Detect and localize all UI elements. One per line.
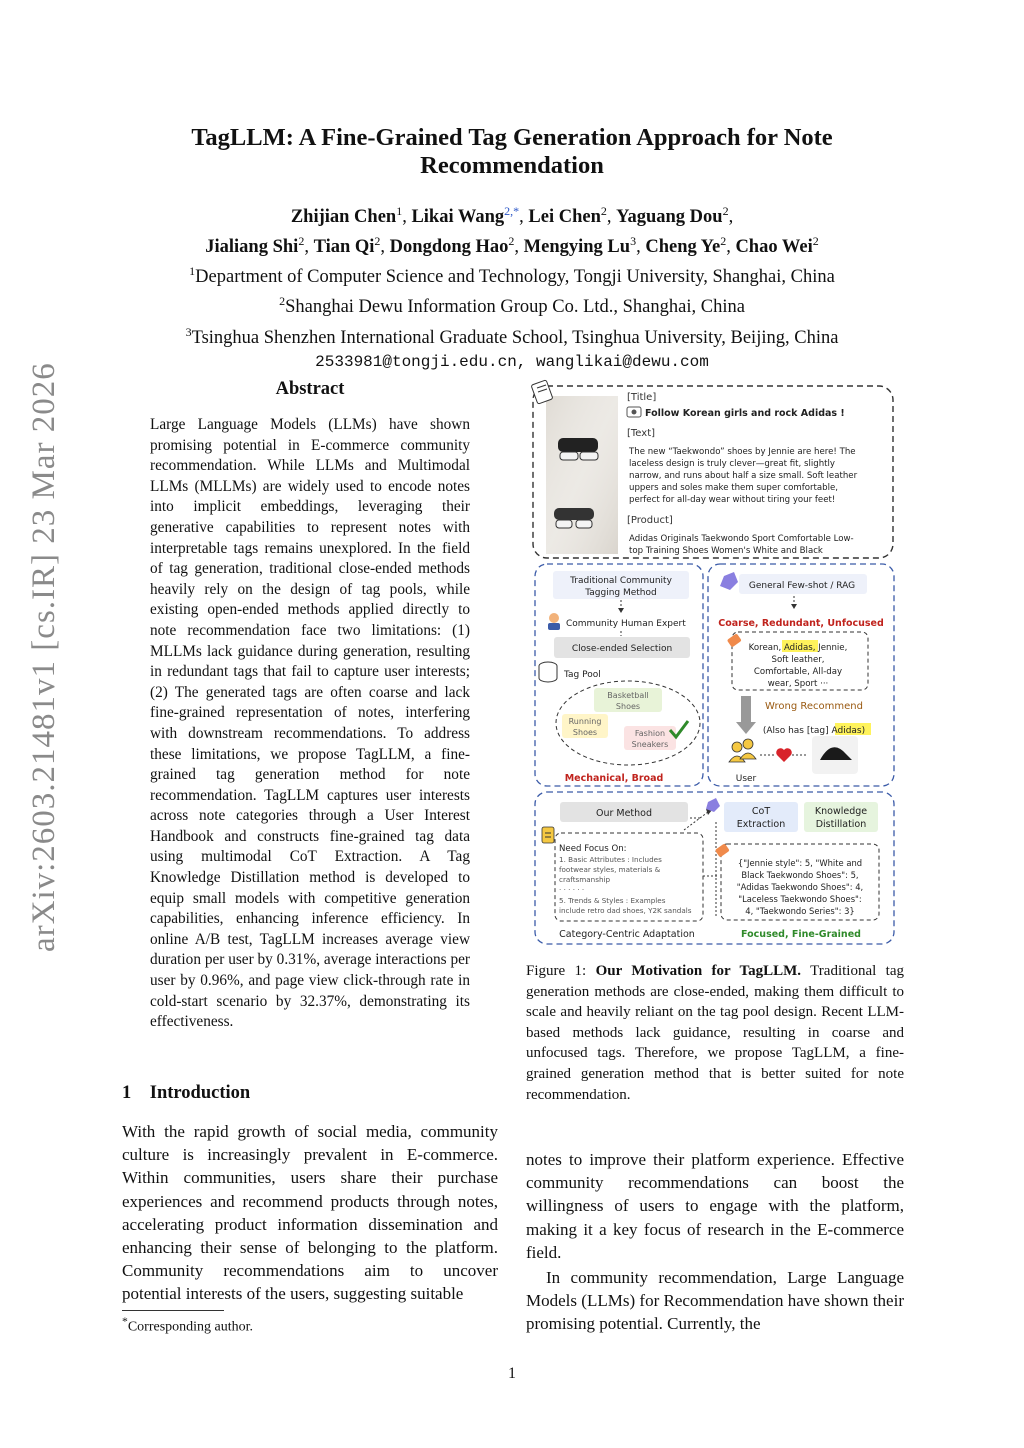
focus-line: footwear styles, materials & <box>559 865 661 874</box>
author-name: Lei Chen <box>528 207 601 228</box>
author-sup: 2 <box>720 234 727 249</box>
note-title-label: [Title] <box>627 392 657 403</box>
traditional-title-line: Traditional Community <box>570 576 672 586</box>
author-sup: 2 <box>722 204 729 218</box>
fewshot-verdict: Coarse, Redundant, Unfocused <box>718 618 884 629</box>
author-name: Chao Wei <box>735 237 813 258</box>
pool-tag: Basketball <box>607 691 649 700</box>
introduction-paragraph: In community recommendation, Large Language Models (LLMs) for Recommendation have shown their promising potential. Currently, the <box>526 1268 904 1334</box>
cap-icon <box>812 736 858 774</box>
fewshot-tag-line: Soft leather, <box>771 655 825 665</box>
figure-caption: Figure 1: Our Motivation for TagLLM. Traditional tag generation methods are close-ended, making them difficult to scale and heavily reliant on the tag pool design. Recent LLM-based methods lack guidance, resulting in coarse and unfocused tags. Therefore, we propose TagLLM, a fine-grained generation method that is better suited for note recommendation. <box>526 963 904 1103</box>
fewshot-tag-line: Comfortable, All-day <box>753 667 843 677</box>
affiliation: $^2$Shanghai Dewu Information Group Co. Ltd., Shanghai, China <box>279 294 745 318</box>
author-sup: 2 <box>508 234 515 249</box>
note-text-line: laceless design is truly clever—great fit, slightly <box>629 459 836 469</box>
focus-line: craftsmanship <box>559 875 611 884</box>
introduction-left-paragraph: With the rapid growth of social media, community culture is increasingly prevalent in E-commerce. Within communities, users share their purchase experiences and recommend products through notes, accelerating product information dissemination and enhancing their sense of belonging to the platform. Community recommendations aim to uncover potential interests of the users, suggesting suitable <box>122 1122 498 1304</box>
arxiv-identifier: arXiv:2603.21481v1 [cs.IR] 23 Mar 2026 <box>26 362 62 952</box>
also-has-label: (Also has [tag] Adidas) <box>762 726 866 736</box>
pool-tag: Shoes <box>572 728 598 737</box>
our-method-panel <box>535 792 894 944</box>
abstract-body: Large Language Models (LLMs) have shown promising potential in E-commerce community recommendation. While LLMs and Multimodal LLMs (MLLMs) are widely used to encode notes into implicit embeddings, leveraging their generative capabilities to represent notes with interpretable tags remains unexplored. In the field of tag generation, traditional close-ended methods heavily rely on the design of tag pools, while existing open-ended methods applied directly to note recommendation face two limitations: (1) MLLMs lack guidance during generation, resulting in redundant tags that fail to capture user interests; (2) The generated tags are often coarse and lack fine-grained representation of notes, interfering with downstream recommendations. To address these limitations, we propose TagLLM, a fine-grained tag generation method for note recommendation. TagLLM captures user interests across note categories through a User Interest Handbook and constructs fine-grained tag data using multimodal CoT Extraction. A Tag Knowledge Distillation method is developed to equip small models with competitive generation capabilities, enhancing inference efficiency. In online A/B test, TagLLM increases average view duration per user by 0.31%, average interactions per user by 0.96%, and page view click-through rate in cold-start scenario by 32.37%, demonstrating its effectiveness. <box>150 416 470 1031</box>
note-title-text: Follow Korean girls and rock Adidas ! <box>645 408 845 419</box>
note-text-label: [Text] <box>627 428 656 439</box>
pool-tag: Fashion <box>634 729 666 738</box>
cot-label: Extraction <box>736 819 786 830</box>
title-line-2: Recommendation <box>420 152 604 179</box>
json-line: "Adidas Taekwondo Shoes": 4, <box>736 882 864 892</box>
author-name: Dongdong Hao <box>389 237 509 258</box>
introduction-paragraph: notes to improve their platform experience. Effective community recommendations can boost the willingness of users to engage with the platform, making it a key focus of research in the E-commerce field. <box>526 1150 904 1262</box>
adaptation-label: Category-Centric Adaptation <box>559 929 695 940</box>
author-sup: 2 <box>600 204 607 218</box>
user-label: User <box>735 774 757 784</box>
note-product-line: top Training Shoes Women's White and Black <box>629 546 823 556</box>
author-sup: 2,* <box>504 204 520 218</box>
footnote: *Corresponding author. <box>122 1315 254 1335</box>
note-text-line: perfect for all-day wear without tiring your feet! <box>629 495 836 505</box>
affiliation: $^1$Department of Computer Science and Technology, Tongji University, Shanghai, China <box>189 264 835 288</box>
focus-heading: Need Focus On: <box>559 844 627 854</box>
focus-line: 1. Basic Attributes : Includes <box>559 855 662 864</box>
tag-pool-label: Tag Pool <box>564 670 601 680</box>
pool-tag: Running <box>568 717 602 726</box>
focus-line: 5. Trends & Styles : Examples <box>559 896 666 905</box>
authors-line-1: Zhijian Chen$^1$, Likai Wang$^{2,*}$, Lei Chen$^2$, Yaguang Dou$^2$, <box>290 204 734 228</box>
fewshot-tag-line: wear, Sport ··· <box>767 679 829 689</box>
note-text-line: uppers and soles make them super comfortable, <box>629 483 839 493</box>
our-method-label: Our Method <box>595 808 653 819</box>
note-product-line: Adidas Originals Taekwondo Sport Comfortable Low- <box>629 534 854 544</box>
focus-line: · · · · · · <box>559 885 585 894</box>
handbook-icon <box>542 827 554 843</box>
kd-label: Knowledge <box>814 806 868 817</box>
cot-label: CoT <box>751 806 771 817</box>
author-name: Mengying Lu <box>523 237 631 258</box>
author-name: Tian Qi <box>313 237 375 258</box>
author-emails: 2533981@tongji.edu.cn, wanglikai@dewu.com <box>315 352 709 371</box>
title-line-1: TagLLM: A Fine-Grained Tag Generation Approach for Note <box>191 124 833 151</box>
ours-verdict: Focused, Fine-Grained <box>741 929 861 940</box>
fewshot-tag-line: Korean, Adidas, Jennie, <box>748 643 848 653</box>
introduction-right-column <box>526 1148 904 1336</box>
json-line: "Laceless Taekwondo Shoes": <box>738 894 862 904</box>
traditional-verdict: Mechanical, Broad <box>564 773 664 784</box>
page-number: 1 <box>508 1365 516 1382</box>
wrong-recommend-label: Wrong Recommend <box>765 701 863 712</box>
author-name: Likai Wang <box>411 207 505 228</box>
database-icon <box>539 662 557 682</box>
json-line: {"Jennie style": 5, "White and <box>737 858 863 868</box>
note-text-line: The new “Taekwondo” shoes by Jennie are here! The <box>629 447 856 457</box>
kd-label: Distillation <box>815 819 867 830</box>
note-card <box>531 380 893 558</box>
author-sup: 2 <box>374 234 381 249</box>
expert-label: Community Human Expert <box>566 619 686 629</box>
json-line: Black Taekwondo Shoes": 5, <box>741 870 859 880</box>
json-line: 4, "Taekwondo Series": 3} <box>745 906 855 916</box>
traditional-title-line: Tagging Method <box>585 588 657 598</box>
selection-label: Close-ended Selection <box>571 644 673 654</box>
abstract-heading: Abstract <box>275 379 345 399</box>
figure-1 <box>524 378 906 946</box>
author-sup: 3 <box>630 234 637 249</box>
author-name: Zhijian Chen <box>290 207 397 228</box>
author-sup: 2 <box>812 234 819 249</box>
author-name: Yaguang Dou <box>616 207 723 228</box>
note-text-line: narrow, and runs about half a size small. Soft leather <box>629 471 858 481</box>
author-sup: 2 <box>298 234 305 249</box>
traditional-method-panel <box>535 564 703 786</box>
authors-line-2: Jialiang Shi$^2$, Tian Qi$^2$, Dongdong Hao$^2$, Mengying Lu$^3$, Cheng Ye$^2$, Chao Wei$^2$ <box>205 234 819 258</box>
author-sup: 1 <box>396 204 403 218</box>
focus-line: include retro dad shoes, Y2K sandals <box>559 906 692 915</box>
fewshot-title: General Few-shot / RAG <box>748 581 856 591</box>
footnote-divider <box>122 1310 224 1311</box>
note-product-label: [Product] <box>627 515 673 526</box>
author-name: Jialiang Shi <box>205 237 299 258</box>
affiliation: $^3$Tsinghua Shenzhen International Graduate School, Tsinghua University, Beijing, China <box>185 324 839 348</box>
note-title-icon <box>627 407 641 417</box>
paper-title <box>120 124 904 180</box>
section-heading-introduction: 1 Introduction <box>122 1083 251 1103</box>
pool-tag: Shoes <box>615 702 641 711</box>
pool-tag: Sneakers <box>631 740 669 749</box>
fewshot-panel <box>708 564 894 786</box>
author-block <box>120 199 904 374</box>
author-name: Cheng Ye <box>645 237 721 258</box>
